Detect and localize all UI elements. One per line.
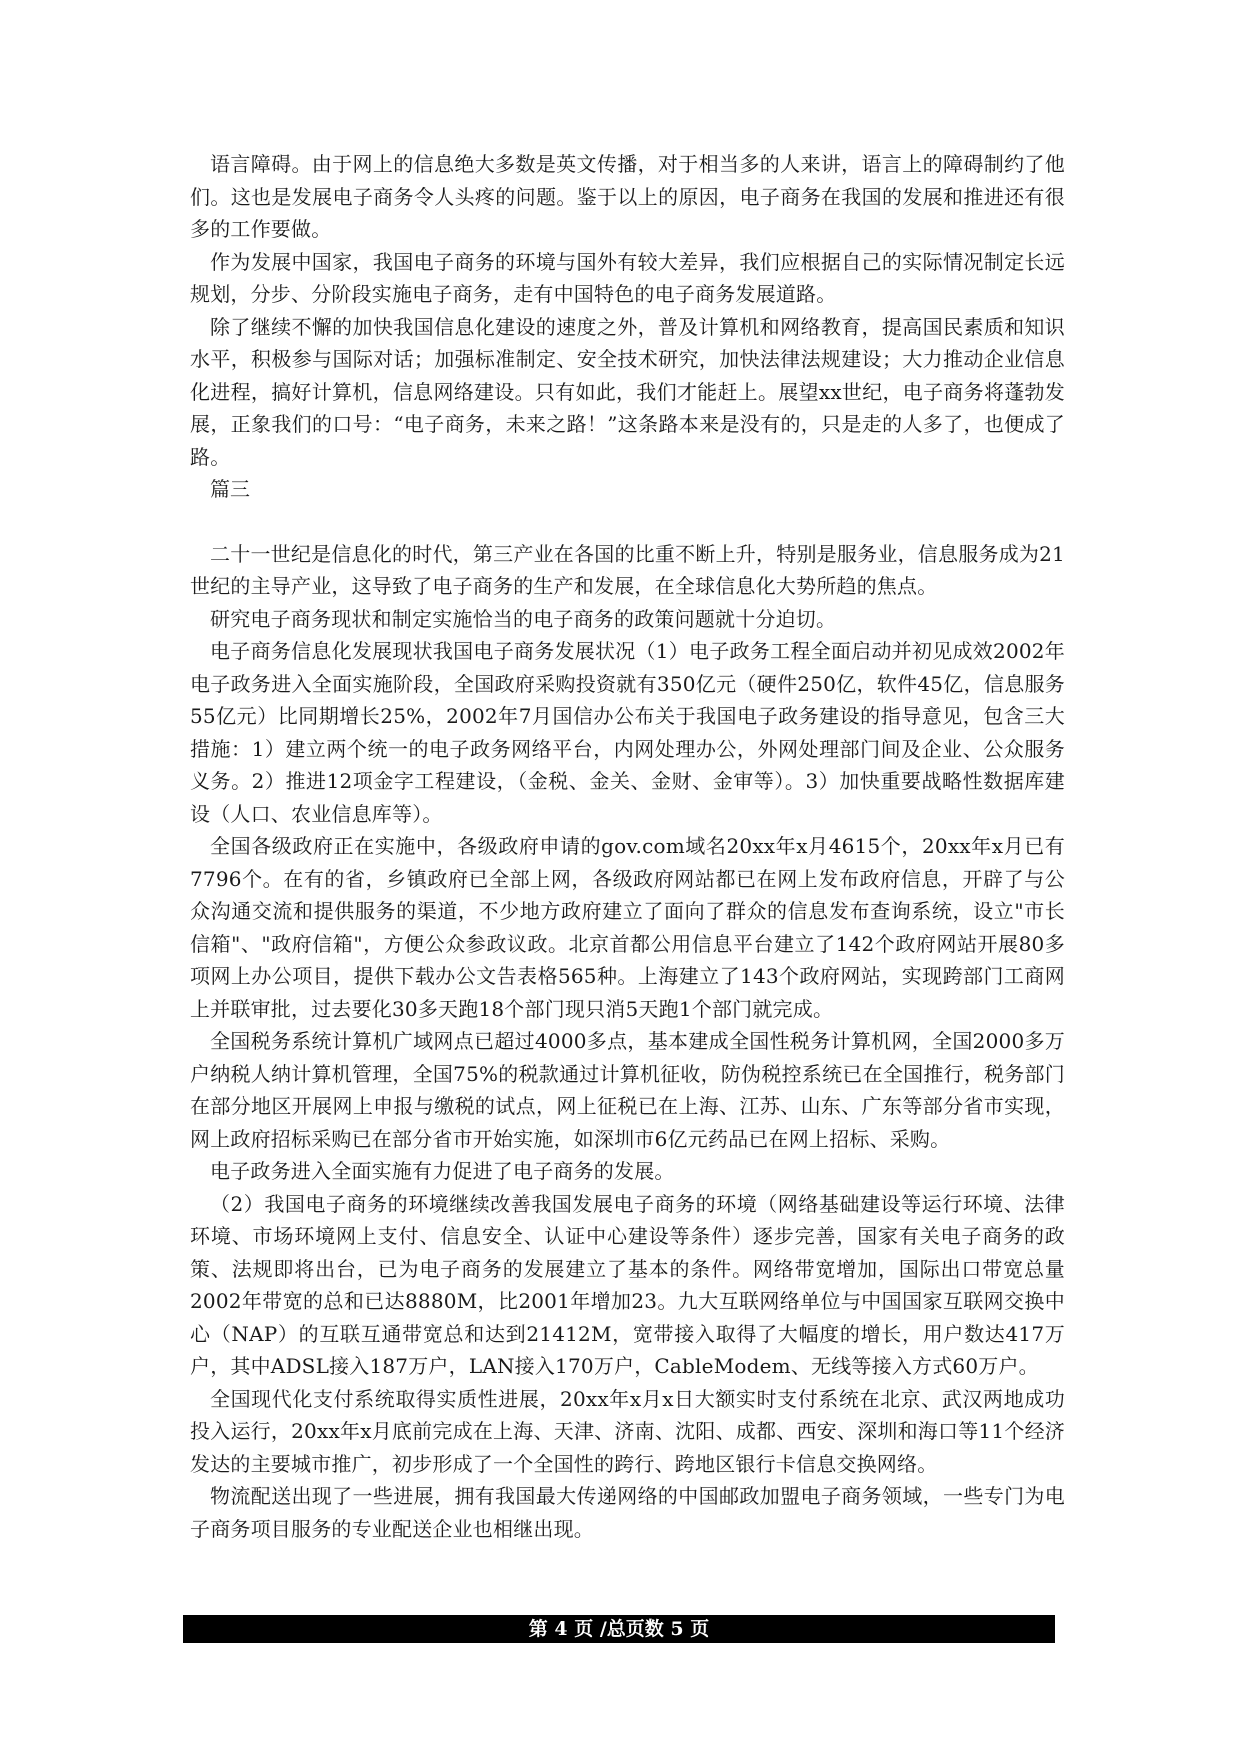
paragraph: 电子商务信息化发展现状我国电子商务发展状况（1）电子政务工程全面启动并初见成效2002年电子政务进入全面实施阶段，全国政府采购投资就有350亿元（硬件250亿，软件45亿，信息服务55亿元）比同期增长25%，2002年7月国信办公布关于我国电子政务建设的指导意见，包含三大措施：1）建立两个统一的电子政务网络平台，内网处理办公，外网处理部门间及企业、公众服务义务。2）推进12项金字工程建设，（金税、金关、金财、金审等）。3）加快重要战略性数据库建设（人口、农业信息库等）。 — [190, 639, 1065, 826]
paragraph: 全国各级政府正在实施中，各级政府申请的gov.com域名20xx年x月4615个，20xx年x月已有7796个。在有的省，乡镇政府已全部上网，各级政府网站都已在网上发布政府信息，开辟了与公众沟通交流和提供服务的渠道，不少地方政府建立了面向了群众的信息发布查询系统，设立"市长信箱"、"政府信箱"，方便公众参政议政。北京首都公用信息平台建立了142个政府网站开展80多项网上办公项目，提供下载办公文告表格565种。上海建立了143个政府网站，实现跨部门工商网上并联审批，过去要化30多天跑18个部门现只消5天跑1个部门就完成。 — [190, 834, 1065, 1021]
paragraph: 全国现代化支付系统取得实质性进展，20xx年x月x日大额实时支付系统在北京、武汉两地成功投入运行，20xx年x月底前完成在上海、天津、济南、沈阳、成都、西安、深圳和海口等11个经济发达的主要城市推广，初步形成了一个全国性的跨行、跨地区银行卡信息交换网络。 — [190, 1386, 1065, 1476]
paragraph: 电子政务进入全面实施有力促进了电子商务的发展。 — [210, 1159, 675, 1183]
page-number-label: 第 4 页 /总页数 5 页 — [528, 1618, 710, 1640]
paragraph: 语言障碍。由于网上的信息绝大多数是英文传播，对于相当多的人来讲，语言上的障碍制约了他们。这也是发展电子商务令人头疼的问题。鉴于以上的原因，电子商务在我国的发展和推进还有很多的工作要做。 — [190, 152, 1065, 241]
paragraph: 研究电子商务现状和制定实施恰当的电子商务的政策问题就十分迫切。 — [210, 606, 837, 631]
section-heading: 篇三 — [210, 477, 250, 501]
paragraph: （2）我国电子商务的环境继续改善我国发展电子商务的环境（网络基础建设等运行环境、法律环境、市场环境网上支付、信息安全、认证中心建设等条件）逐步完善，国家有关电子商务的政策、法规即将出台，已为电子商务的发展建立了基本的条件。网络带宽增加，国际出口带宽总量2002年带宽的总和已达8880M，比2001年增加23。九大互联网络单位与中国国家互联网交换中心（NAP）的互联互通带宽总和达到21412M，宽带接入取得了大幅度的增长，用户数达417万户，其中ADSL接入187万户，LAN接入170万户，CableModem、无线等接入方式60万户。 — [190, 1191, 1065, 1378]
paragraph: 除了继续不懈的加快我国信息化建设的速度之外，普及计算机和网络教育，提高国民素质和知识水平，积极参与国际对话；加强标准制定、安全技术研究，加快法律法规建设；大力推动企业信息化进程，搞好计算机，信息网络建设。只有如此，我们才能赶上。展望xx世纪，电子商务将蓬勃发展，正象我们的口号：“电子商务，未来之路！”这条路本来是没有的，只是走的人多了，也便成了路。 — [190, 314, 1065, 469]
page-footer — [183, 1615, 1055, 1643]
paragraph: 作为发展中国家，我国电子商务的环境与国外有较大差异，我们应根据自己的实际情况制定长远规划，分步、分阶段实施电子商务，走有中国特色的电子商务发展道路。 — [190, 249, 1065, 306]
paragraph: 二十一世纪是信息化的时代，第三产业在各国的比重不断上升，特别是服务业，信息服务成为21世纪的主导产业，这导致了电子商务的生产和发展，在全球信息化大势所趋的焦点。 — [190, 541, 1065, 598]
document-body — [190, 148, 1065, 1545]
paragraph: 全国税务系统计算机广域网点已超过4000多点，基本建成全国性税务计算机网，全国2000多万户纳税人纳计算机管理，全国75%的税款通过计算机征收，防伪税控系统已在全国推行，税务部门在部分地区开展网上申报与缴税的试点，网上征税已在上海、江苏、山东、广东等部分省市实现，网上政府招标采购已在部分省市开始实施，如深圳市6亿元药品已在网上招标、采购。 — [190, 1029, 1065, 1151]
paragraph: 物流配送出现了一些进展，拥有我国最大传递网络的中国邮政加盟电子商务领域，一些专门为电子商务项目服务的专业配送企业也相继出现。 — [190, 1484, 1065, 1541]
